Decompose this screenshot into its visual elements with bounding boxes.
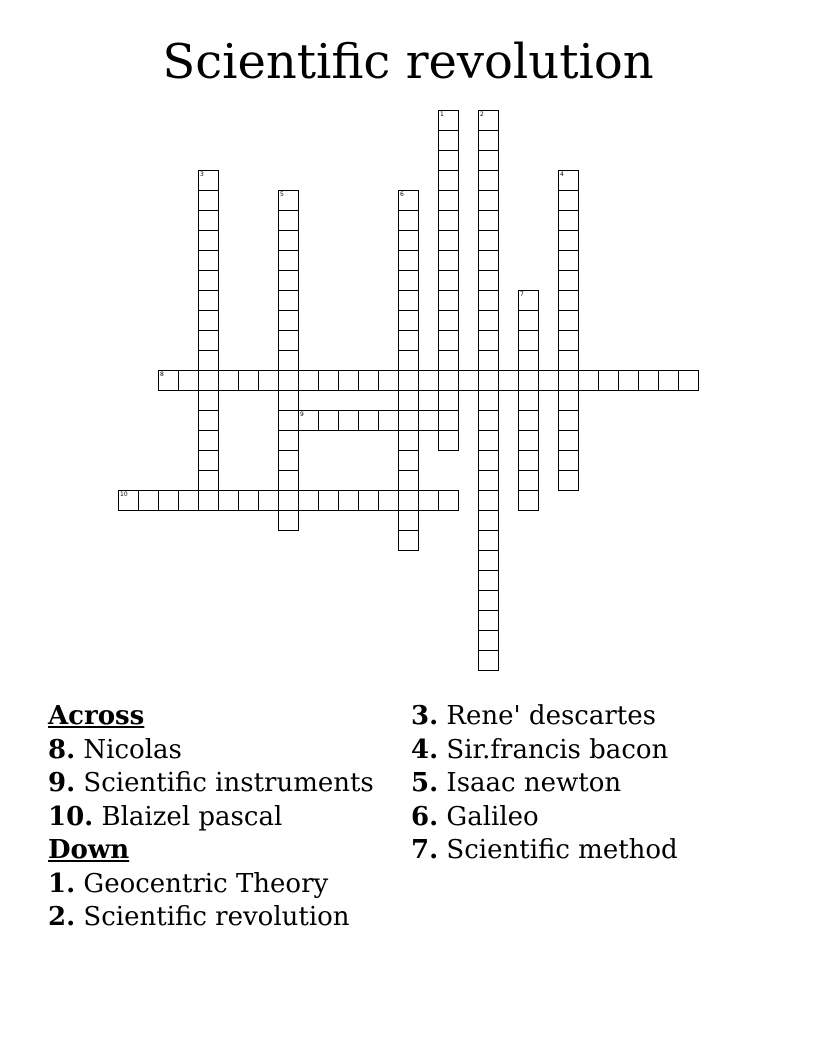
grid-cell[interactable]: [258, 370, 279, 391]
grid-cell[interactable]: [418, 410, 439, 431]
grid-cell[interactable]: [358, 410, 379, 431]
grid-cell[interactable]: [478, 210, 499, 231]
grid-cell[interactable]: [198, 450, 219, 471]
grid-cell[interactable]: [478, 510, 499, 531]
grid-cell[interactable]: [198, 410, 219, 431]
clue-item-number: 3.: [411, 701, 439, 731]
grid-cell[interactable]: [498, 370, 519, 391]
grid-cell[interactable]: [198, 230, 219, 251]
grid-cell[interactable]: [478, 270, 499, 291]
grid-cell[interactable]: [278, 230, 299, 251]
grid-cell[interactable]: [558, 370, 579, 391]
grid-cell[interactable]: [518, 370, 539, 391]
grid-cell[interactable]: [278, 410, 299, 431]
clue-number: 1: [440, 111, 444, 118]
grid-cell[interactable]: [338, 410, 359, 431]
grid-cell[interactable]: [478, 230, 499, 251]
grid-cell[interactable]: [398, 470, 419, 491]
clue-item-text: Sir.francis bacon: [446, 734, 669, 765]
grid-cell[interactable]: [378, 410, 399, 431]
clues-column-left: [48, 700, 374, 935]
grid-cell[interactable]: [198, 370, 219, 391]
grid-cell[interactable]: [478, 550, 499, 571]
grid-cell[interactable]: [438, 110, 459, 131]
clue-item: [48, 801, 374, 835]
page-title: Scientific revolution: [162, 34, 654, 90]
grid-cell[interactable]: [438, 490, 459, 511]
grid-cell[interactable]: [438, 210, 459, 231]
clue-item: [48, 901, 374, 935]
grid-cell[interactable]: [518, 290, 539, 311]
grid-cell[interactable]: [658, 370, 679, 391]
grid-cell[interactable]: [518, 310, 539, 331]
grid-cell[interactable]: [278, 430, 299, 451]
grid-cell[interactable]: [338, 370, 359, 391]
grid-cell[interactable]: [278, 470, 299, 491]
grid-cell[interactable]: [158, 490, 179, 511]
grid-cell[interactable]: [518, 450, 539, 471]
grid-cell[interactable]: [198, 490, 219, 511]
grid-cell[interactable]: [558, 210, 579, 231]
grid-cell[interactable]: [198, 290, 219, 311]
clue-item-text: Galileo: [446, 801, 539, 832]
grid-cell[interactable]: [398, 390, 419, 411]
grid-cell[interactable]: [478, 170, 499, 191]
grid-cell[interactable]: [558, 410, 579, 431]
grid-cell[interactable]: [478, 530, 499, 551]
grid-cell[interactable]: [478, 430, 499, 451]
clue-item: [48, 767, 374, 801]
clue-number: 9: [300, 411, 304, 418]
grid-cell[interactable]: [198, 270, 219, 291]
grid-cell[interactable]: [478, 390, 499, 411]
grid-cell[interactable]: [398, 330, 419, 351]
grid-cell[interactable]: [438, 410, 459, 431]
heading-label: Across: [48, 701, 145, 731]
clue-number: 10: [120, 491, 128, 498]
clue-number: 4: [560, 171, 564, 178]
grid-cell[interactable]: [478, 370, 499, 391]
clue-item-text: Nicolas: [83, 734, 182, 765]
grid-cell[interactable]: [418, 490, 439, 511]
grid-cell[interactable]: [378, 370, 399, 391]
grid-cell[interactable]: [138, 490, 159, 511]
grid-cell[interactable]: [478, 470, 499, 491]
grid-cell[interactable]: [478, 330, 499, 351]
grid-cell[interactable]: [618, 370, 639, 391]
grid-cell[interactable]: [518, 490, 539, 511]
grid-cell[interactable]: [158, 370, 179, 391]
clue-item-number: 1.: [48, 868, 76, 899]
grid-cell[interactable]: [458, 370, 479, 391]
clues-column-right: [411, 700, 678, 868]
clue-item: [48, 734, 374, 768]
grid-cell[interactable]: [478, 610, 499, 631]
grid-cell[interactable]: [198, 170, 219, 191]
clues-heading: [48, 834, 374, 868]
clue-item-number: 5.: [411, 768, 439, 798]
grid-cell[interactable]: [478, 310, 499, 331]
clue-item: [411, 834, 678, 868]
grid-cell[interactable]: [398, 190, 419, 211]
grid-cell[interactable]: [578, 370, 599, 391]
grid-cell[interactable]: [358, 370, 379, 391]
grid-cell[interactable]: [198, 390, 219, 411]
clue-number: 2: [480, 111, 484, 118]
grid-cell[interactable]: [278, 510, 299, 531]
grid-cell[interactable]: [438, 290, 459, 311]
grid-cell[interactable]: [318, 370, 339, 391]
grid-cell[interactable]: [558, 270, 579, 291]
clue-item-number: 8.: [48, 734, 76, 765]
clue-item-number: 4.: [411, 734, 439, 765]
grid-cell[interactable]: [398, 510, 419, 531]
clue-item: [411, 734, 678, 768]
grid-cell[interactable]: [558, 350, 579, 371]
grid-cell[interactable]: [278, 190, 299, 211]
grid-cell[interactable]: [518, 390, 539, 411]
grid-cell[interactable]: [558, 250, 579, 271]
grid-cell[interactable]: [558, 450, 579, 471]
clue-number: 8: [160, 371, 164, 378]
heading-label: Down: [48, 835, 130, 865]
grid-cell[interactable]: [398, 350, 419, 371]
clue-item-number: 10.: [48, 801, 94, 832]
grid-cell[interactable]: [438, 350, 459, 371]
grid-cell[interactable]: [438, 170, 459, 191]
grid-cell[interactable]: [518, 470, 539, 491]
grid-cell[interactable]: [298, 370, 319, 391]
clue-item-number: 6.: [411, 801, 439, 832]
grid-cell[interactable]: [278, 370, 299, 391]
grid-cell[interactable]: [398, 430, 419, 451]
clue-number: 6: [400, 191, 404, 198]
clue-item-text: Isaac newton: [446, 768, 622, 798]
grid-cell[interactable]: [218, 490, 239, 511]
grid-cell[interactable]: [178, 490, 199, 511]
grid-cell[interactable]: [438, 150, 459, 171]
grid-cell[interactable]: [278, 270, 299, 291]
clues-heading: [48, 700, 374, 734]
grid-cell[interactable]: [558, 170, 579, 191]
grid-cell[interactable]: [478, 490, 499, 511]
grid-cell[interactable]: [558, 470, 579, 491]
grid-cell[interactable]: [238, 490, 259, 511]
grid-cell[interactable]: [518, 410, 539, 431]
grid-cell[interactable]: [398, 230, 419, 251]
grid-cell[interactable]: [398, 310, 419, 331]
grid-cell[interactable]: [278, 330, 299, 351]
grid-cell[interactable]: [478, 630, 499, 651]
grid-cell[interactable]: [478, 410, 499, 431]
grid-cell[interactable]: [478, 650, 499, 671]
grid-cell[interactable]: [318, 490, 339, 511]
clue-item-text: Rene' descartes: [446, 701, 656, 731]
grid-cell[interactable]: [518, 330, 539, 351]
grid-cell[interactable]: [678, 370, 699, 391]
grid-cell[interactable]: [278, 350, 299, 371]
grid-cell[interactable]: [398, 450, 419, 471]
grid-cell[interactable]: [558, 430, 579, 451]
grid-cell[interactable]: [538, 370, 559, 391]
grid-cell[interactable]: [278, 290, 299, 311]
clue-item: [48, 868, 374, 902]
grid-cell[interactable]: [478, 130, 499, 151]
grid-cell[interactable]: [418, 370, 439, 391]
grid-cell[interactable]: [278, 210, 299, 231]
grid-cell[interactable]: [398, 290, 419, 311]
clue-item-number: 7.: [411, 835, 439, 865]
grid-cell[interactable]: [398, 490, 419, 511]
grid-cell[interactable]: [398, 410, 419, 431]
grid-cell[interactable]: [438, 130, 459, 151]
clue-item-number: 9.: [48, 768, 76, 798]
grid-cell[interactable]: [558, 330, 579, 351]
grid-cell[interactable]: [198, 210, 219, 231]
grid-cell[interactable]: [378, 490, 399, 511]
grid-cell[interactable]: [218, 370, 239, 391]
grid-cell[interactable]: [478, 190, 499, 211]
grid-cell[interactable]: [558, 310, 579, 331]
clue-number: 3: [200, 171, 204, 178]
clue-item-text: Scientific instruments: [83, 768, 374, 798]
grid-cell[interactable]: [438, 310, 459, 331]
clue-number: 7: [520, 291, 524, 298]
grid-cell[interactable]: [318, 410, 339, 431]
grid-cell[interactable]: [198, 250, 219, 271]
grid-cell[interactable]: [298, 410, 319, 431]
grid-cell[interactable]: [258, 490, 279, 511]
grid-cell[interactable]: [278, 450, 299, 471]
grid-cell[interactable]: [398, 250, 419, 271]
grid-cell[interactable]: [478, 250, 499, 271]
grid-cell[interactable]: [118, 490, 139, 511]
grid-cell[interactable]: [438, 370, 459, 391]
grid-cell[interactable]: [278, 310, 299, 331]
grid-cell[interactable]: [278, 490, 299, 511]
clue-item-text: Scientific revolution: [83, 902, 350, 932]
grid-cell[interactable]: [278, 390, 299, 411]
grid-cell[interactable]: [278, 250, 299, 271]
grid-cell[interactable]: [298, 490, 319, 511]
grid-cell[interactable]: [178, 370, 199, 391]
grid-cell[interactable]: [478, 590, 499, 611]
grid-cell[interactable]: [438, 250, 459, 271]
grid-cell[interactable]: [198, 470, 219, 491]
grid-cell[interactable]: [438, 190, 459, 211]
clue-item-text: Blaizel pascal: [101, 801, 283, 832]
clue-item-number: 2.: [48, 902, 76, 932]
grid-cell[interactable]: [558, 190, 579, 211]
grid-cell[interactable]: [478, 290, 499, 311]
grid-cell[interactable]: [198, 430, 219, 451]
grid-cell[interactable]: [398, 210, 419, 231]
grid-cell[interactable]: [518, 430, 539, 451]
grid-cell[interactable]: [438, 330, 459, 351]
grid-cell[interactable]: [558, 230, 579, 251]
grid-cell[interactable]: [338, 490, 359, 511]
grid-cell[interactable]: [398, 530, 419, 551]
grid-cell[interactable]: [398, 270, 419, 291]
grid-cell[interactable]: [638, 370, 659, 391]
grid-cell[interactable]: [198, 350, 219, 371]
clue-number: 5: [280, 191, 284, 198]
grid-cell[interactable]: [398, 370, 419, 391]
grid-cell[interactable]: [558, 290, 579, 311]
clue-item: [411, 767, 678, 801]
clue-item: [411, 801, 678, 835]
grid-cell[interactable]: [358, 490, 379, 511]
grid-cell[interactable]: [518, 350, 539, 371]
grid-cell[interactable]: [198, 310, 219, 331]
grid-cell[interactable]: [478, 110, 499, 131]
grid-cell[interactable]: [478, 570, 499, 591]
grid-cell[interactable]: [558, 390, 579, 411]
clue-item-text: Scientific method: [446, 835, 678, 865]
grid-cell[interactable]: [478, 450, 499, 471]
grid-cell[interactable]: [238, 370, 259, 391]
grid-cell[interactable]: [478, 350, 499, 371]
grid-cell[interactable]: [478, 150, 499, 171]
grid-cell[interactable]: [438, 230, 459, 251]
grid-cell[interactable]: [438, 270, 459, 291]
grid-cell[interactable]: [598, 370, 619, 391]
clue-item: [411, 700, 678, 734]
grid-cell[interactable]: [438, 430, 459, 451]
grid-cell[interactable]: [438, 390, 459, 411]
grid-cell[interactable]: [198, 330, 219, 351]
clue-item-text: Geocentric Theory: [83, 868, 329, 899]
grid-cell[interactable]: [198, 190, 219, 211]
